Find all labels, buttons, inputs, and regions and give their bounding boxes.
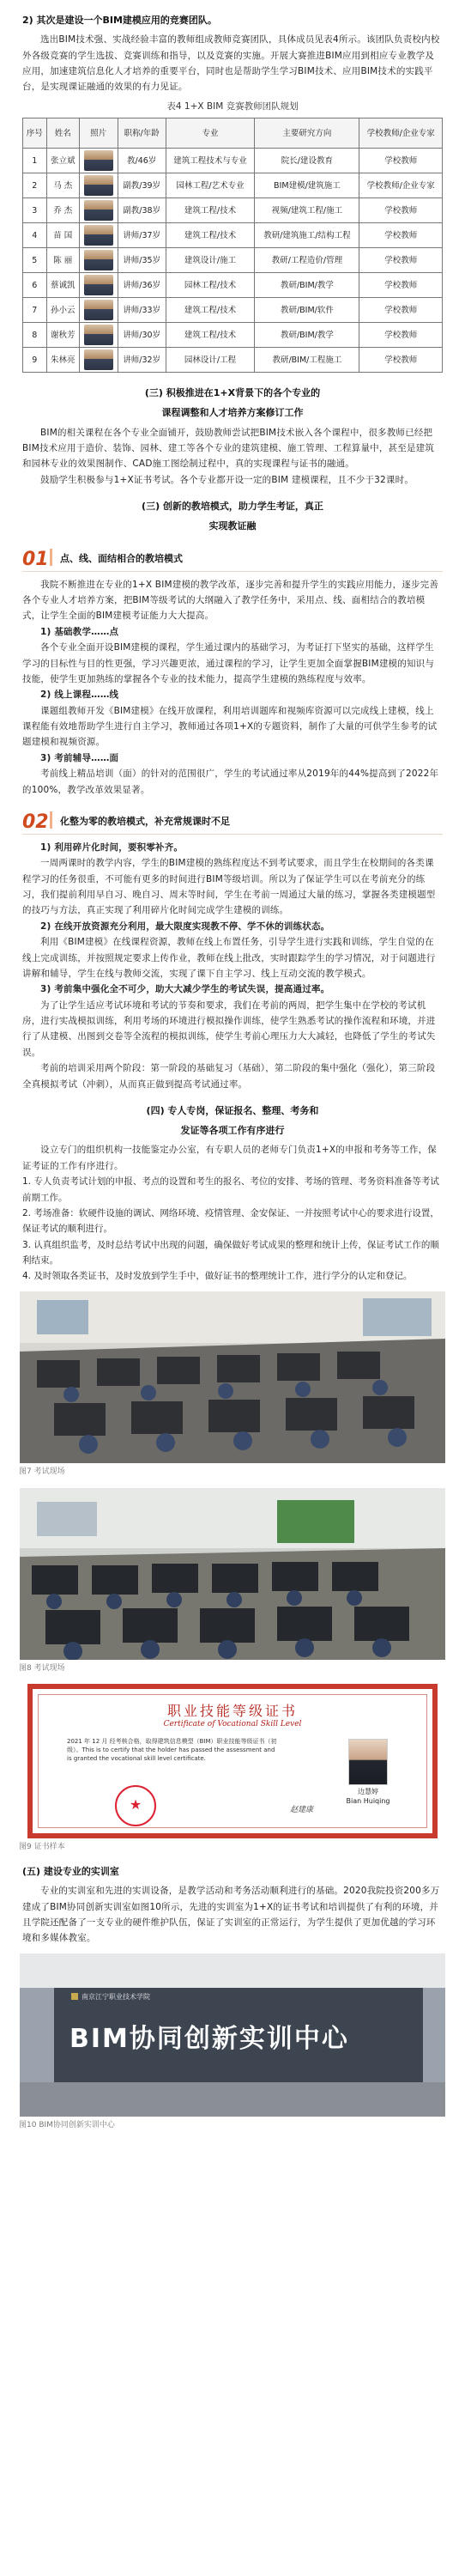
table-cell: 教研/建筑施工/结构工程 (255, 223, 359, 248)
table-row (23, 198, 443, 223)
table-cell: 学校教师 (359, 273, 443, 298)
teacher-photo (84, 225, 113, 246)
paragraph-exam-admin: 设立专门的组织机构一技能鉴定办公室，有专职人员的老师专门负责1+X的申报和考务等工作，保证考证的工作有序进行。 (22, 1145, 437, 1171)
table-cell: 建筑工程/技术 (166, 298, 255, 323)
item-text-fragment-time: 一周两课时的教学内容，学生的BIM建模的熟练程度达不到考试要求，而且学生在校期间的各类课程学习的任务很重，不可能有更多的时间进行BIM等级培训。所以为了保证学生可以在考前充分的练习，我们提前利用早自习、晚自习、周末等时间，学生在考前一周通过大量的练习，掌握各类建模题型的技巧与方法，真正实现了利用碎片化时间完成学生建模的训练。 (22, 858, 436, 916)
teacher-photo (84, 150, 113, 171)
table-row (23, 173, 443, 198)
table-cell: 教研/BIM/软件 (255, 298, 359, 323)
paragraph-teaching-intro: 我院不断推进在专业的1+X BIM建模的教学改革，逐步完善和提升学生的实践应用能力，逐步完善各个专业人才培养方案，把BIM等级考试的大纲融入了教学任务中，采用点、线、面相结合的教培模式，让学生全面的BIM建模考证能力大大提高。 (22, 579, 439, 622)
list-item: 3. 认真组织监考，及时总结考试中出现的问题，确保做好考试成果的整理和统计上传，保证考试工作的顺利结束。 (22, 1239, 439, 1266)
table-cell: 园林设计/工程 (166, 348, 255, 373)
table-cell: 张立斌 (46, 149, 79, 173)
item-title-tutoring: 3) 考前辅导……面 (40, 752, 119, 763)
holder-name-en: Bian Huiqing (346, 1797, 390, 1806)
holder-name (338, 1787, 398, 1806)
photo-cell (79, 323, 118, 348)
exam-room-photo-2 (20, 1488, 445, 1660)
table-cell: 学校教师 (359, 298, 443, 323)
table-cell: 2 (23, 173, 47, 198)
table-header: 学校教师/企业专家 (359, 118, 443, 149)
table-cell: 讲师/33岁 (118, 298, 166, 323)
section-heading-exam-admin-a: (四) 专人专岗，保证报名、整理、考务和 (146, 1104, 319, 1116)
item-text-tutoring: 考前线上精品培训（面）的针对的范围很广，学生的考试通过率从2019年的44%提高到了2022年的100%，教学改革效果显著。 (22, 769, 439, 795)
item-title-online: 2) 线上课程……线 (40, 690, 119, 701)
banner-accent-bar (50, 811, 52, 829)
section-heading-curriculum-a: (三) 积极推进在1+X背景下的各个专业的 (144, 387, 321, 399)
table-header: 专业 (166, 118, 255, 149)
table-header-row (23, 118, 443, 149)
section-heading-teaching-a: (三) 创新的教培模式，助力学生考证，真正 (142, 501, 323, 513)
table-cell: 9 (23, 348, 47, 373)
table-cell: 副教/39岁 (118, 173, 166, 198)
item-text-open-resources: 利用《BIM建模》在线课程资源，教师在线上布置任务，引导学生进行实践和训练，学生自觉的在线上完成训练，并按照规定要求上传作业，教师在线上批改，实时跟踪学生的学习情况，对于问题进行讲解和辅导，学生在线与教师交流，实现了课下自主学习、线上互动交流的教学模式。 (22, 937, 436, 979)
table-cell: 建筑设计/施工 (166, 248, 255, 273)
vocational-certificate (27, 1684, 438, 1838)
table-cell: 园林工程/技术 (166, 273, 255, 298)
certificate-body: 2021 年 12 月 经考核合格，取得建筑信息模型（BIM）职业技能等级证书（初级）。This is to certify that the holder has passed the assessment and is granted the vocational skill level certificate. (67, 1738, 277, 1763)
teacher-photo (84, 275, 113, 295)
photo-cell (79, 173, 118, 198)
table-cell: 视频/建筑工程/施工 (255, 198, 359, 223)
photo-cell (79, 149, 118, 173)
teacher-photo (84, 349, 113, 370)
figure-caption: 图8 考试现场 (19, 1663, 65, 1673)
table-row (23, 298, 443, 323)
table-row (23, 223, 443, 248)
item-title-intensive: 3) 考前集中强化全不可少，助大大减少学生的考试失误，提高通过率。 (40, 984, 330, 995)
table-cell: 苗 国 (46, 223, 79, 248)
table-row (23, 273, 443, 298)
table-cell: 朱林亮 (46, 348, 79, 373)
paragraph-competition: 选出BIM技术强、实战经验丰富的教师组成教师竞赛团队，具体成员见表4所示。该团队负责校内校外各级竞赛的学生选拔、竞赛训练和指导，以及竞赛的实施。开展大赛推进BIM应用到相应专业教学及应用，加速建筑信息化人才培养的重要平台，同时也是帮助学生学习BIM技术、应用BIM技术的实践平台，是实现课证融通的效果的有力见证。 (22, 34, 440, 93)
seal-icon: ★ (115, 1785, 156, 1826)
table-row (23, 348, 443, 373)
table-cell: 学校教师/企业专家 (359, 173, 443, 198)
table-cell: 学校教师 (359, 223, 443, 248)
banner-label: 点、线、面结相合的教培模式 (60, 552, 183, 564)
figure-caption: 图9 证书样本 (19, 1843, 65, 1852)
section-heading-competition: 2) 其次是建设一个BIM建模应用的竞赛团队。 (22, 15, 217, 26)
item-text-intensive: 为了让学生适应考试环境和考试的节奏和要求，我们在考前的两周，把学生集中在学校的考试机房，进行实战模拟训练，利用考场的环境进行模拟操作训练，使学生熟悉考试的操作流程和环境，并进行了从建模、出图到交卷等全流程的模拟训练，使学生考前心理压力大大减轻，也降低了学生的考试失误。 (22, 999, 436, 1058)
subsection-banner-1 (22, 542, 443, 572)
list-item: 4. 及时领取各类证书，及时发放到学生手中，做好证书的整理统计工作，进行学分的认定和登记。 (22, 1271, 413, 1282)
banner-label: 化整为零的教培模式，补充常规课时不足 (60, 815, 230, 827)
table-cell: 学校教师 (359, 198, 443, 223)
table-cell: 园林工程/艺术专业 (166, 173, 255, 198)
figure-caption: 图7 考试现场 (19, 1467, 65, 1476)
certificate-title: 职业技能等级证书 (166, 1703, 298, 1720)
table-cell: 教/46岁 (118, 149, 166, 173)
training-center-photo (20, 1953, 445, 2117)
table-cell: 6 (23, 273, 47, 298)
table-header: 主要研究方向 (255, 118, 359, 149)
teacher-photo (84, 325, 113, 345)
table-row (23, 149, 443, 173)
paragraph-curriculum-1: BIM的相关课程在各个专业全面铺开，鼓励教师尝试把BIM技术嵌入各个课程中，很多教师已经把BIM技术应用于造价、装饰、园林、建工等各个专业的建筑建模、施工管理、工程算量中，甚至是建筑和园林专业的效果图制作、CAD施工图绘制过程中，真的实现课程与证书的融通。 (22, 427, 435, 470)
table-row (23, 323, 443, 348)
table-cell: 5 (23, 248, 47, 273)
table-cell: 副教/38岁 (118, 198, 166, 223)
table-caption: 表4 1+X BIM 竞赛教师团队规划 (166, 100, 299, 112)
holder-name-cn: 边慧婷 (358, 1788, 378, 1796)
table-cell: 乔 杰 (46, 198, 79, 223)
table-cell: 讲师/37岁 (118, 223, 166, 248)
banner-number: 01 (22, 548, 49, 570)
section-heading-exam-admin-b: 发证等各项工作有序进行 (180, 1125, 285, 1137)
table-cell: 教研/BIM/教学 (255, 273, 359, 298)
subsection-banner-2 (22, 805, 443, 835)
paragraph-curriculum-2: 鼓励学生积极参与1+X证书考试。各个专业都开设一定的BIM 建模课程，且不少于32课时。 (40, 474, 414, 485)
figure-caption: 图10 BIM协同创新实训中心 (19, 2120, 115, 2129)
item-title-basic: 1) 基础教学……点 (40, 626, 119, 637)
banner-accent-bar (50, 549, 52, 566)
table-header: 照片 (79, 118, 118, 149)
table-cell: 建筑工程/技术 (166, 198, 255, 223)
table-cell: 4 (23, 223, 47, 248)
table-cell: 蔡诚凯 (46, 273, 79, 298)
section-heading-curriculum-b: 课程调整和人才培养方案修订工作 (161, 407, 304, 419)
teacher-photo (84, 200, 113, 221)
table-cell: 讲师/30岁 (118, 323, 166, 348)
teacher-photo (84, 175, 113, 196)
table-cell: 学校教师 (359, 149, 443, 173)
teacher-team-table (22, 118, 443, 373)
exam-room-illustration (20, 1291, 445, 1463)
photo-cell (79, 273, 118, 298)
table-header: 序号 (23, 118, 47, 149)
table-cell: 学校教师 (359, 348, 443, 373)
photo-cell (79, 198, 118, 223)
list-item: 2. 考场准备：软硬件设施的调试、网络环境、疫情管理、金安保证、一并按照考试中心的要求进行设置，保证考试的顺利进行。 (22, 1207, 439, 1235)
photo-cell (79, 348, 118, 373)
section-heading-teaching-b: 实现教证融 (208, 520, 257, 532)
banner-number: 02 (22, 811, 49, 833)
photo-cell (79, 248, 118, 273)
table-cell: 教研/工程造价/管理 (255, 248, 359, 273)
table-cell: 7 (23, 298, 47, 323)
table-header: 姓名 (46, 118, 79, 149)
table-row (23, 248, 443, 273)
table-cell: 建筑工程/技术 (166, 223, 255, 248)
table-cell: 讲师/36岁 (118, 273, 166, 298)
teacher-photo (84, 250, 113, 270)
table-cell: 建筑工程/技术 (166, 323, 255, 348)
item-text-stages: 考前的培训采用两个阶段：第一阶段的基础复习（基础），第二阶段的集中强化（强化），第三阶段全真模拟考试（冲刺），从而真正做到提高考试通过率。 (22, 1063, 436, 1090)
exam-admin-list (0, 1174, 465, 1285)
table-cell: 谢秋芳 (46, 323, 79, 348)
list-item: 1. 专人负责考试计划的申报、考点的设置和考生的报名、考位的安排、考场的管理、考务资料准备等考试前期工作。 (22, 1176, 439, 1203)
item-title-open-resources: 2) 在线开放资源充分利用，最大限度实现教不停、学不休的训练状态。 (40, 920, 330, 932)
table-cell: 讲师/32岁 (118, 348, 166, 373)
table-body (23, 149, 443, 373)
table-cell: BIM建模/建筑施工 (255, 173, 359, 198)
table-cell: 1 (23, 149, 47, 173)
item-text-basic: 各个专业全面开设BIM建模的课程，学生通过课内的基础学习，为考证打下坚实的基础，这样学生学习的目标性与目的性更强，学习兴趣更浓，通过课程的学习，让学生更加全面掌握BIM建模的知识与技能，使学生更加熟练的掌握各个专业的技术能力，提高学生建模的熟练程度与效率。 (22, 642, 435, 684)
table-cell: 讲师/35岁 (118, 248, 166, 273)
teacher-photo (84, 300, 113, 320)
sign-small-text: 南京江宁职业技术学院 (82, 1992, 150, 2001)
table-cell: 8 (23, 323, 47, 348)
paragraph-training-room: 专业的实训室和先进的实训设备，是教学活动和考务活动顺利进行的基础。2020我院投资200多万建成了BIM协同创新实训室如图10所示，先进的实训室为1+X的证书考试和培训提供了有利的环境，并且学院还配备了一支专业的硬件维护队伍，保证了实训室的正常运行，为学生提供了更加优越的学习环境和多媒体教室。 (22, 1886, 440, 1944)
table-cell: 教研/BIM/工程施工 (255, 348, 359, 373)
table-cell: 马 杰 (46, 173, 79, 198)
table-cell: 孙小云 (46, 298, 79, 323)
photo-cell (79, 298, 118, 323)
table-cell: 教研/BIM/教学 (255, 323, 359, 348)
certificate-subtitle: Certificate of Vocational Skill Level (163, 1720, 302, 1729)
photo-cell (79, 223, 118, 248)
table-cell: 院长/建设教育 (255, 149, 359, 173)
table-header: 职称/年龄 (118, 118, 166, 149)
signature: 赵建康 (290, 1806, 314, 1815)
table-cell: 学校教师 (359, 248, 443, 273)
item-title-fragment-time: 1) 利用碎片化时间，要积零补齐。 (40, 841, 184, 853)
section-heading-training-room: (五) 建设专业的实训室 (22, 1866, 119, 1877)
table-cell: 建筑工程技术与专业 (166, 149, 255, 173)
table-cell: 陈 丽 (46, 248, 79, 273)
sign-big-text: BIM协同创新实训中心 (69, 2023, 349, 2054)
exam-room-photo-1 (20, 1291, 445, 1463)
holder-photo (348, 1739, 388, 1785)
table-cell: 学校教师 (359, 323, 443, 348)
exam-room-illustration (20, 1488, 445, 1660)
item-text-online: 课题组教师开发《BIM建模》在线开放课程，利用培训题库和视频库资源可以完成线上建模，线上课程能有效地帮助学生进行自主学习，教师通过各项1+X的专题资料，制作了大量的可供学生参考的试题建模和视频资源。 (22, 705, 438, 748)
table-cell: 3 (23, 198, 47, 223)
